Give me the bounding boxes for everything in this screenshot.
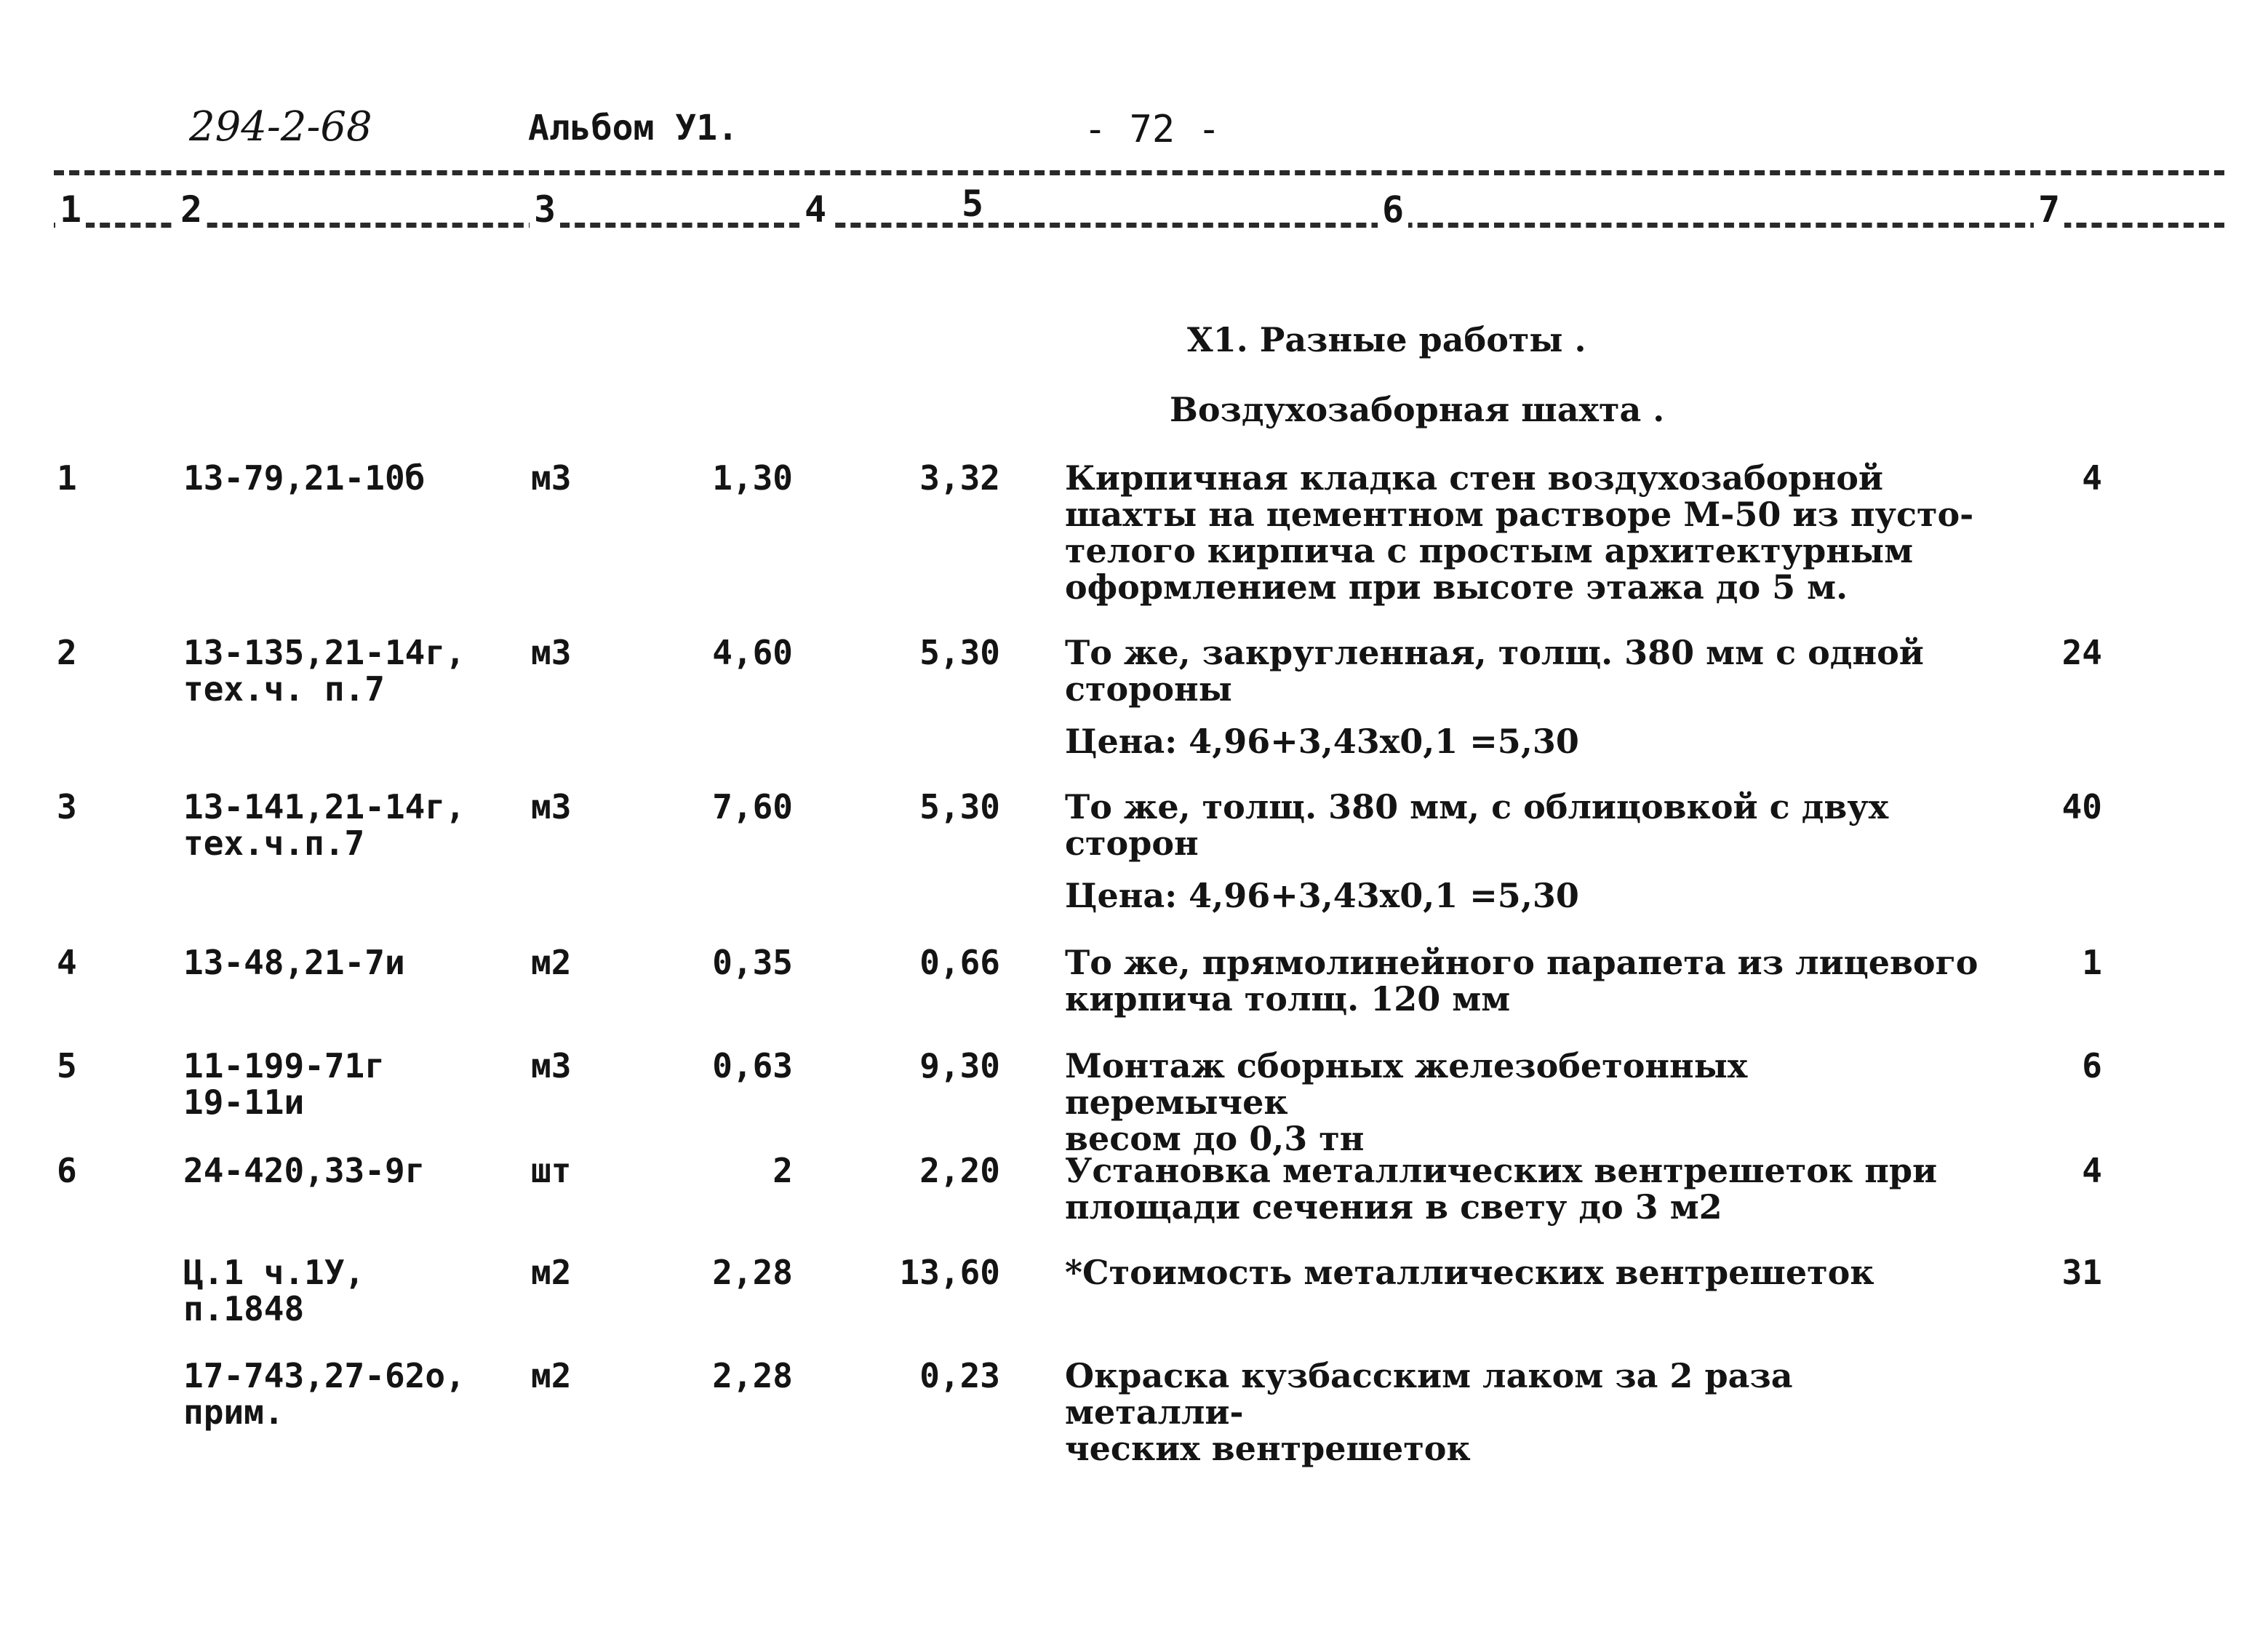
rate-code <box>183 1254 525 1327</box>
rate-code-line: 17-743,27-62о, <box>183 1356 466 1395</box>
column-number-6: 6 <box>1378 191 1408 228</box>
description-line: кирпича толщ. 120 мм <box>1065 979 1511 1019</box>
row-total: 4 <box>2082 1151 2102 1190</box>
doc-number: 294-2-68 <box>189 103 372 151</box>
work-description <box>1065 1358 1981 1467</box>
unit-price: 2,20 <box>919 1151 1000 1190</box>
unit: м3 <box>531 633 572 672</box>
row-number: 2 <box>57 633 77 672</box>
rate-code <box>183 1048 525 1120</box>
rate-code <box>183 1358 525 1430</box>
description-line: сторон <box>1065 824 1199 863</box>
row-total: 24 <box>2061 633 2102 672</box>
description-line: шахты на цементном растворе М-50 из пусто- <box>1065 495 1974 534</box>
unit-price: 0,23 <box>919 1356 1000 1395</box>
unit-price: 5,30 <box>919 633 1000 672</box>
column-number-2: 2 <box>176 191 207 228</box>
column-number-7: 7 <box>2034 191 2064 228</box>
unit-price: 0,66 <box>919 943 1000 982</box>
rate-code-line: 19-11и <box>183 1083 305 1122</box>
unit: м2 <box>531 943 572 982</box>
rate-code <box>183 460 525 496</box>
row-total: 40 <box>2061 787 2102 826</box>
rate-code-line: 13-135,21-14г, <box>183 633 466 672</box>
rate-code-line: п.1848 <box>183 1289 305 1328</box>
rate-code-line: 13-79,21-10б <box>183 458 426 498</box>
description-line: оформлением при высоте этажа до 5 м. <box>1065 567 1848 607</box>
unit: м2 <box>531 1253 572 1292</box>
unit: м3 <box>531 787 572 826</box>
quantity: 2,28 <box>712 1253 793 1292</box>
quantity: 1,30 <box>712 458 793 498</box>
unit: шт <box>531 1151 572 1190</box>
column-number-4: 4 <box>800 191 831 228</box>
row-total: 1 <box>2082 943 2102 982</box>
price-calculation: Цена: 4,96+3,43х0,1 =5,30 <box>1065 722 1579 761</box>
row-total: 6 <box>2082 1046 2102 1085</box>
subsection-title: Воздухозаборная шахта . <box>1170 390 1665 429</box>
work-description <box>1065 460 1981 605</box>
rate-code-line: Ц.1 ч.1У, <box>183 1253 365 1292</box>
unit-price: 13,60 <box>899 1253 1000 1292</box>
column-number-3: 3 <box>530 191 560 228</box>
unit: м2 <box>531 1356 572 1395</box>
header-rule-top <box>54 170 2224 175</box>
row-number: 1 <box>57 458 77 498</box>
unit: м3 <box>531 458 572 498</box>
work-description <box>1065 944 1981 1017</box>
work-description <box>1065 1048 1981 1157</box>
quantity: 4,60 <box>712 633 793 672</box>
column-number-5: 5 <box>957 185 988 223</box>
rate-code <box>183 944 525 981</box>
quantity: 0,35 <box>712 943 793 982</box>
rate-code-line: тех.ч.п.7 <box>183 824 365 863</box>
description-line: ческих вентрешеток <box>1065 1429 1471 1468</box>
description-line: То же, толщ. 380 мм, с облицовкой с двух <box>1065 787 1889 826</box>
row-total: 31 <box>2061 1253 2102 1292</box>
rate-code <box>183 1152 525 1189</box>
row-number: 5 <box>57 1046 77 1085</box>
rate-code-line: 13-48,21-7и <box>183 943 405 982</box>
work-description <box>1065 1152 1981 1225</box>
description-line: Монтаж сборных железобетонных перемычек <box>1065 1046 1748 1122</box>
header-rule-bottom <box>54 223 2224 228</box>
description-line: площади сечения в свету до 3 м2 <box>1065 1187 1722 1227</box>
row-number: 4 <box>57 943 77 982</box>
quantity: 7,60 <box>712 787 793 826</box>
unit-price: 9,30 <box>919 1046 1000 1085</box>
rate-code <box>183 634 525 707</box>
description-line: То же, закругленная, толщ. 380 мм с одной <box>1065 633 1924 672</box>
description-line: весом до 0,3 тн <box>1065 1119 1365 1158</box>
unit-price: 3,32 <box>919 458 1000 498</box>
column-number-1: 1 <box>55 191 86 228</box>
quantity: 2,28 <box>712 1356 793 1395</box>
unit: м3 <box>531 1046 572 1085</box>
row-total: 4 <box>2082 458 2102 498</box>
description-line: Кирпичная кладка стен воздухозаборной <box>1065 458 1884 498</box>
page-number: - 72 - <box>1084 108 1221 151</box>
rate-code-line: прим. <box>183 1392 284 1432</box>
work-description <box>1065 634 1981 760</box>
quantity: 2 <box>772 1151 793 1190</box>
description-line: телого кирпича с простым архитектурным <box>1065 531 1914 570</box>
rate-code <box>183 789 525 861</box>
section-title: Х1. Разные работы . <box>1187 320 1586 359</box>
row-number: 6 <box>57 1151 77 1190</box>
description-line: Установка металлических вентрешеток при <box>1065 1151 1938 1190</box>
row-number: 3 <box>57 787 77 826</box>
rate-code-line: 11-199-71г <box>183 1046 385 1085</box>
rate-code-line: 13-141,21-14г, <box>183 787 466 826</box>
description-line: стороны <box>1065 669 1232 709</box>
quantity: 0,63 <box>712 1046 793 1085</box>
rate-code-line: 24-420,33-9г <box>183 1151 426 1190</box>
work-description <box>1065 789 1981 914</box>
price-calculation: Цена: 4,96+3,43х0,1 =5,30 <box>1065 876 1579 915</box>
work-description <box>1065 1254 1981 1291</box>
rate-code-line: тех.ч. п.7 <box>183 669 385 709</box>
description-line: *Стоимость металлических вентрешеток <box>1065 1253 1874 1292</box>
album-label: Альбом У1. <box>528 108 738 148</box>
unit-price: 5,30 <box>919 787 1000 826</box>
description-line: Окраска кузбасским лаком за 2 раза металли- <box>1065 1356 1793 1432</box>
description-line: То же, прямолинейного парапета из лицевого <box>1065 943 1978 982</box>
